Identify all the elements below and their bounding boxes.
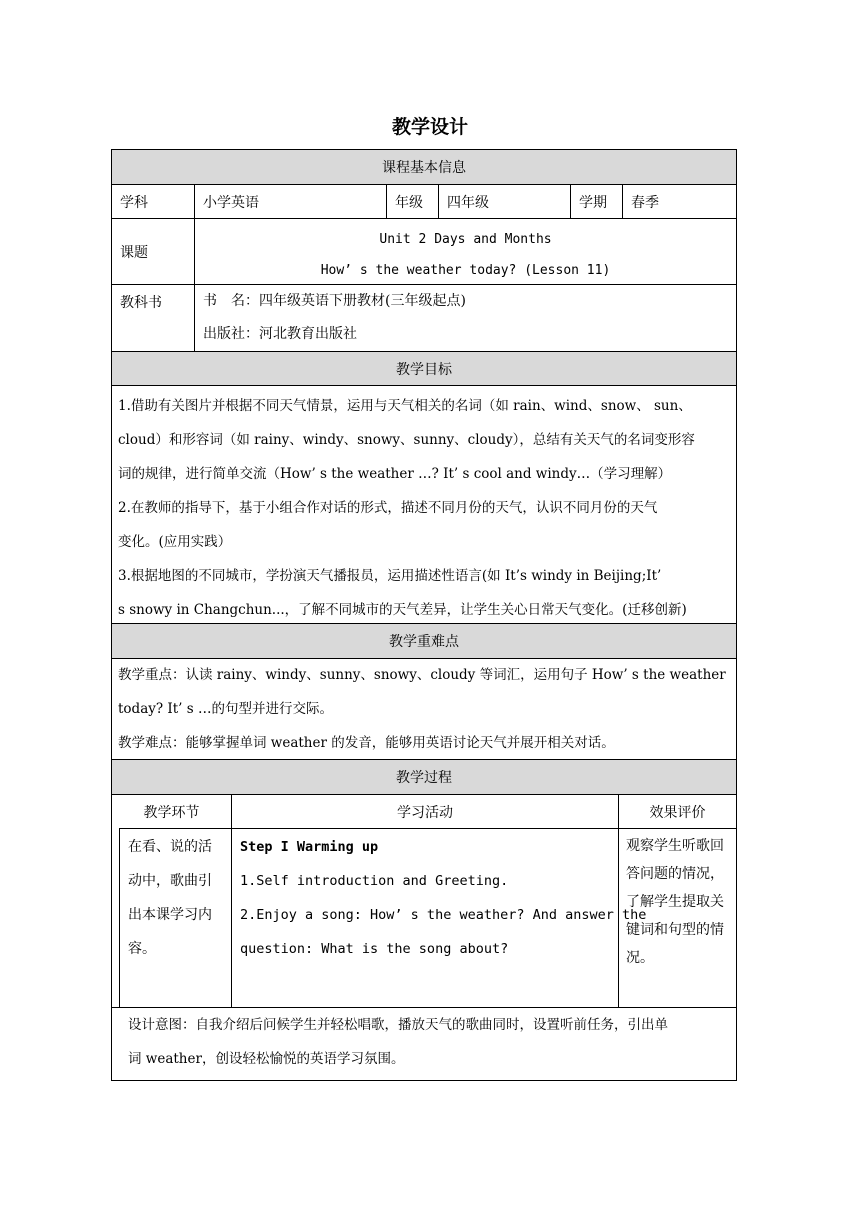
grade-value: 四年级 [447, 194, 489, 211]
objective-line: 3.根据地图的不同城市，学扮演天气播报员，运用描述性语言(如 It’s windy in Beijing;It’ [118, 568, 662, 584]
activity-line: question: What is the song about? [240, 941, 509, 957]
objective-line: s snowy in Changchun...，了解不同城市的天气差异，让学生关心日常天气变化。(迁移创新) [118, 602, 687, 618]
textbook-publisher: 出版社：河北教育出版社 [203, 326, 357, 342]
objectives-text [118, 389, 732, 627]
process-header: 教学过程 [112, 760, 736, 794]
evaluation-line: 观察学生听歌回 [626, 838, 724, 854]
design-intent [128, 1008, 734, 1076]
evaluation-description [626, 830, 734, 972]
objectives-header: 教学目标 [112, 352, 736, 385]
objective-line: 1.借助有关图片并根据不同天气情景，运用与天气相关的名词（如 rain、wind、snow、 sun、 [118, 398, 692, 414]
grade-label: 年级 [395, 194, 423, 211]
step-title: Step I Warming up [240, 839, 379, 855]
term-value: 春季 [631, 194, 659, 211]
document-title: 教学设计 [391, 116, 468, 138]
process-col-activity: 学习活动 [397, 804, 453, 821]
basic-info-header: 课程基本信息 [112, 150, 736, 184]
evaluation-line: 了解学生提取关 [626, 894, 724, 910]
key-point-line: today? It’ s …的句型并进行交际。 [118, 701, 333, 717]
stage-line: 动中，歌曲引 [128, 873, 212, 889]
intent-line: 词 weather，创设轻松愉悦的英语学习氛围。 [128, 1051, 405, 1067]
activity-description [240, 830, 647, 966]
objective-line: 词的规律，进行简单交流（How’ s the weather …? It’ s cool and windy…（学习理解） [118, 466, 672, 482]
key-point-line: 教学难点：能够掌握单词 weather 的发音，能够用英语讨论天气并展开相关对话。 [118, 735, 615, 751]
objective-line: 2.在教师的指导下，基于小组合作对话的形式，描述不同月份的天气，认识不同月份的天气 [118, 500, 658, 516]
key-points-header: 教学重难点 [112, 624, 736, 658]
intent-line: 设计意图：自我介绍后问候学生并轻松唱歌，播放天气的歌曲同时，设置听前任务，引出单 [128, 1017, 668, 1033]
stage-line: 容。 [128, 941, 156, 957]
objective-line: cloud）和形容词（如 rainy、windy、snowy、sunny、cloudy），总结有关天气的名词变形容 [118, 432, 695, 448]
evaluation-line: 答问题的情况， [626, 866, 724, 882]
evaluation-line: 键词和句型的情 [626, 922, 724, 938]
process-col-evaluation: 效果评价 [649, 804, 706, 821]
key-point-line: 教学重点：认读 rainy、windy、sunny、snowy、cloudy 等词汇，运用句子 How’ s the weather [118, 667, 726, 683]
key-points-text [118, 658, 732, 760]
activity-line: 2.Enjoy a song: How’ s the weather? And answer the [240, 907, 647, 923]
textbook-name: 书 名：四年级英语下册教材(三年级起点) [203, 293, 466, 309]
activity-line: 1.Self introduction and Greeting. [240, 873, 509, 889]
evaluation-line: 况。 [626, 950, 654, 966]
stage-line: 在看、说的活 [128, 839, 212, 855]
topic-line-1: Unit 2 Days and Months [379, 232, 552, 247]
stage-description [128, 830, 228, 966]
term-label: 学期 [579, 194, 607, 211]
subject-value: 小学英语 [203, 194, 259, 211]
stage-line: 出本课学习内 [128, 907, 212, 923]
topic-label: 课题 [120, 244, 148, 261]
process-col-stage: 教学环节 [143, 804, 200, 821]
subject-label: 学科 [120, 194, 148, 211]
textbook-label: 教科书 [120, 294, 162, 311]
objective-line: 变化。(应用实践） [118, 534, 232, 550]
topic-line-2: How’ s the weather today? (Lesson 11) [320, 263, 611, 278]
